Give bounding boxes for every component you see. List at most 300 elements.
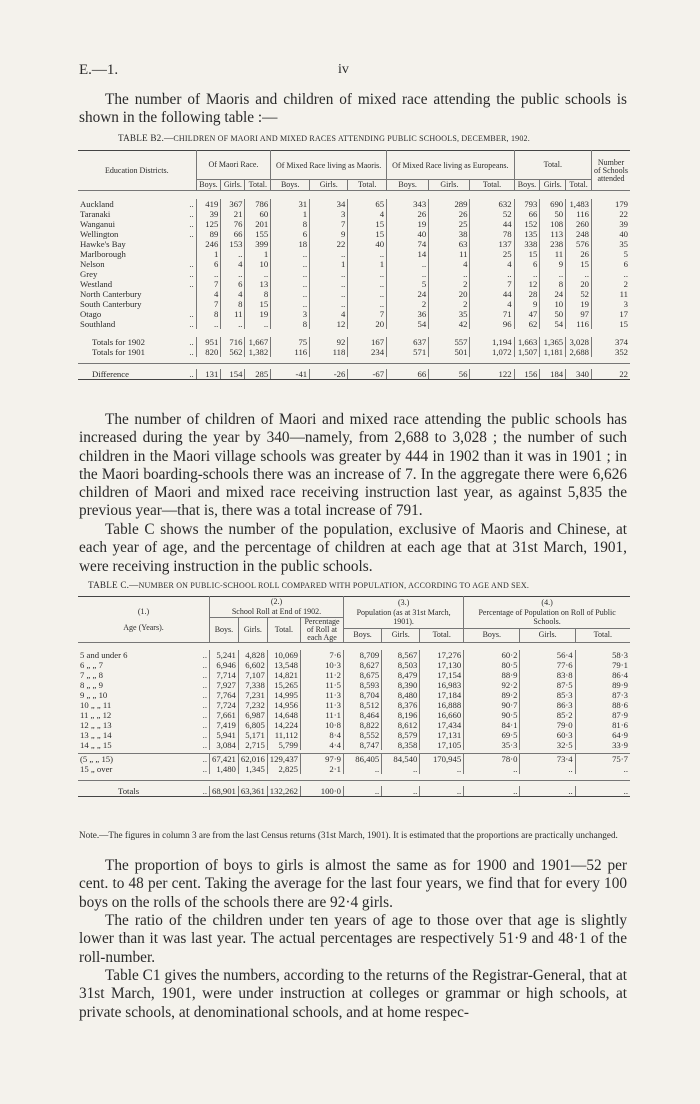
table-cell: 8,675 [344, 670, 382, 680]
table-row [78, 650, 630, 660]
table-row [78, 670, 630, 680]
table-cell: 116 [566, 319, 592, 329]
table-cell: 40 [387, 229, 429, 239]
table-cell: 6 [221, 279, 245, 289]
table-cell: 18 [271, 239, 310, 249]
row-label: 9 „ „ 10 [80, 690, 108, 700]
table-cell: 84,540 [382, 754, 420, 765]
table-cell: .. [420, 786, 464, 797]
table-cell: 22 [592, 209, 631, 219]
table-cell: 7,107 [238, 670, 267, 680]
table-cell: 8,464 [344, 710, 382, 720]
table-cell: 3,084 [210, 740, 239, 750]
col-head-district: Education Districts. [78, 151, 196, 191]
table-cell: 374 [592, 337, 631, 347]
table-cell: 60 [245, 209, 271, 219]
totals-row [78, 786, 630, 797]
table-row [78, 229, 630, 239]
table-cell: 4 [221, 259, 245, 269]
table-cell: .. [566, 269, 592, 279]
table-cell: 83·8 [520, 670, 575, 680]
col-subhead: Total. [245, 180, 271, 191]
table-cell: 9 [310, 229, 348, 239]
table-cell: 3,028 [566, 337, 592, 347]
row-label: Auckland [80, 199, 114, 209]
col-head-population-label: Population (as at 31st March, 1901). [356, 608, 451, 627]
col-subhead: Boys. [196, 180, 221, 191]
table-cell: 5,799 [267, 740, 300, 750]
table-cell: -41 [271, 369, 310, 380]
row-label: Taranaki [80, 209, 111, 219]
table-cell: 289 [429, 199, 470, 209]
table-cell: 179 [592, 199, 631, 209]
table-cell: 2 [429, 299, 470, 309]
table-cell: 78 [470, 229, 514, 239]
row-leader: .. [189, 347, 194, 357]
table-cell: 11,112 [267, 730, 300, 740]
col-head-pct-girls: Girls. [520, 628, 575, 642]
col-head-roll-girls: Girls. [238, 618, 267, 643]
table-cell: 17 [592, 309, 631, 319]
table-cell: .. [271, 269, 310, 279]
table-cell: 89·9 [575, 680, 630, 690]
table-cell: 4,828 [238, 650, 267, 660]
table-cell: 152 [514, 219, 540, 229]
table-cell: .. [271, 249, 310, 259]
table-cell: 15 [348, 219, 387, 229]
table-cell: 7 [470, 279, 514, 289]
table-cell: 7,661 [210, 710, 239, 720]
table-row [78, 710, 630, 720]
table-cell: 637 [387, 337, 429, 347]
table-cell: 3 [592, 299, 631, 309]
table-cell: .. [245, 319, 271, 329]
table-cell: 71 [470, 309, 514, 319]
table-cell: 8,358 [382, 740, 420, 750]
table-cell: -67 [348, 369, 387, 380]
table-cell: 15,265 [267, 680, 300, 690]
table-cell: 12 [310, 319, 348, 329]
row-label: Marlborough [80, 249, 126, 259]
table-cell: 8,593 [344, 680, 382, 690]
table-cell: .. [221, 269, 245, 279]
row-label: 6 „ „ 7 [80, 660, 103, 670]
row-label: 12 „ „ 13 [80, 720, 112, 730]
table-cell: 17,184 [420, 690, 464, 700]
table-cell: 170,945 [420, 754, 464, 765]
col-head-roll-percentage: Percentage of Roll at each Age [301, 618, 344, 643]
table-cell: 6,805 [238, 720, 267, 730]
table-cell: 50 [540, 309, 566, 319]
table-cell: 31 [271, 199, 310, 209]
table-cell: 14,821 [267, 670, 300, 680]
table-cell: 1 [271, 209, 310, 219]
table-cell: 8,612 [382, 720, 420, 730]
table-cell: 67,421 [210, 754, 239, 765]
table-cell: .. [271, 279, 310, 289]
paragraph-increase: The number of children of Maori and mixed race attending the public schools has increased during the year by 340—namely, from 2,688 to 3,028 ; the number of such children in the Maori village schools was greater by 444 in 1902 than it was in 1901 ; in the Maori boarding-schools there was an increase of 7. In the aggregate there were 6,626 children of Maori and mixed race receiving instruction last year, as against 5,835 the previous year—that is, there was a total increase of 791. [79, 411, 627, 520]
table-cell: .. [348, 279, 387, 289]
table-cell: .. [575, 764, 630, 774]
table-cell: 2·1 [301, 764, 344, 774]
row-leader: .. [189, 219, 194, 229]
table-cell: 1 [348, 259, 387, 269]
table-row [78, 700, 630, 710]
table-cell: 3 [310, 209, 348, 219]
table-cell: 8,567 [382, 650, 420, 660]
table-row [78, 740, 630, 750]
table-cell: 7,764 [210, 690, 239, 700]
table-cell: 26 [429, 209, 470, 219]
table-cell: 9 [540, 259, 566, 269]
table-cell: 2 [429, 279, 470, 289]
table-cell: 75 [271, 337, 310, 347]
totals-row [78, 337, 630, 347]
col-head-pct-boys: Boys. [464, 628, 520, 642]
paragraph-table-c1: Table C1 gives the numbers, according to the returns of the Registrar-General, that at 31st March, 1901, were under instruction at colleges or grammar or high schools, at private schools, at denominational schools, and at home respec- [79, 967, 627, 1021]
difference-row [78, 369, 630, 380]
table-cell: 15 [348, 229, 387, 239]
table-cell: .. [348, 299, 387, 309]
row-label: 10 „ „ 11 [80, 700, 112, 710]
row-label: 5 and under 6 [80, 650, 128, 660]
table-cell: 17,434 [420, 720, 464, 730]
table-cell: 60·3 [520, 730, 575, 740]
table-b2 [78, 150, 630, 380]
col-subhead: Total. [566, 180, 592, 191]
table-cell: 75·7 [575, 754, 630, 765]
table-c-caption-title: NUMBER ON PUBLIC-SCHOOL ROLL COMPARED WITH POPULATION, ACCORDING TO AGE AND SEX. [138, 581, 530, 590]
table-cell: 8,480 [382, 690, 420, 700]
table-cell: 17,276 [420, 650, 464, 660]
table-cell: 125 [196, 219, 221, 229]
table-cell: -26 [310, 369, 348, 380]
row-leader: .. [202, 754, 207, 764]
table-cell: 131 [196, 369, 221, 380]
table-cell: 17,105 [420, 740, 464, 750]
table-cell: 2,688 [566, 347, 592, 357]
table-cell: 2 [592, 279, 631, 289]
row-leader: .. [189, 209, 194, 219]
table-cell: 5,241 [210, 650, 239, 660]
row-leader: .. [189, 309, 194, 319]
col-head-mixed-euro: Of Mixed Race living as Europeans. [387, 151, 515, 180]
table-cell: 234 [348, 347, 387, 357]
row-leader: .. [202, 700, 207, 710]
col-subhead: Boys. [271, 180, 310, 191]
table-cell: 118 [310, 347, 348, 357]
sum-row [78, 764, 630, 774]
table-cell: .. [310, 269, 348, 279]
table-b2-caption [118, 133, 530, 143]
table-cell: 56·4 [520, 650, 575, 660]
table-cell: 8,479 [382, 670, 420, 680]
row-label: South Canterbury [80, 299, 142, 309]
row-leader: .. [183, 369, 196, 380]
table-cell: 60·2 [464, 650, 520, 660]
table-cell: 6 [196, 259, 221, 269]
row-leader: .. [202, 740, 207, 750]
col-subhead: Total. [470, 180, 514, 191]
table-cell: 85·2 [520, 710, 575, 720]
row-leader: .. [202, 670, 207, 680]
table-cell: 100·0 [301, 786, 344, 797]
col-head-pop-boys: Boys. [344, 628, 382, 642]
table-cell: 62 [514, 319, 540, 329]
table-c-caption-prefix: TABLE C.— [88, 580, 139, 590]
table-cell: 54 [540, 319, 566, 329]
table-cell: 10·3 [301, 660, 344, 670]
table-cell: 153 [221, 239, 245, 249]
table-cell: 343 [387, 199, 429, 209]
table-cell: 79·0 [520, 720, 575, 730]
table-cell: 4 [348, 209, 387, 219]
table-cell: 76 [221, 219, 245, 229]
table-row [78, 289, 630, 299]
table-cell: 90·7 [464, 700, 520, 710]
col-head-mixed-maori: Of Mixed Race living as Maoris. [271, 151, 387, 180]
table-cell: 32·5 [520, 740, 575, 750]
table-cell: 64·9 [575, 730, 630, 740]
table-cell: 52 [566, 289, 592, 299]
spacer-row [78, 329, 630, 337]
table-cell: 7,714 [210, 670, 239, 680]
table-cell: 557 [429, 337, 470, 347]
table-cell: 501 [429, 347, 470, 357]
table-cell: 7,232 [238, 700, 267, 710]
row-leader: .. [189, 279, 194, 289]
table-cell: 1 [245, 249, 271, 259]
table-cell: 338 [514, 239, 540, 249]
table-cell: 16,660 [420, 710, 464, 720]
table-cell: 793 [514, 199, 540, 209]
table-cell: 66 [387, 369, 429, 380]
spacer-row [78, 191, 630, 200]
table-cell: 632 [470, 199, 514, 209]
sum-row [78, 754, 630, 765]
table-cell: 52 [470, 209, 514, 219]
row-leader: .. [202, 660, 207, 670]
table-cell: 25 [470, 249, 514, 259]
row-label: 15 „ over [80, 764, 113, 774]
table-cell: 116 [271, 347, 310, 357]
table-cell: 86·4 [575, 670, 630, 680]
table-cell: 167 [348, 337, 387, 347]
table-cell: 1,480 [210, 764, 239, 774]
table-cell: 7·6 [301, 650, 344, 660]
table-cell: 90·5 [464, 710, 520, 720]
table-cell: 81·6 [575, 720, 630, 730]
table-cell: 96 [470, 319, 514, 329]
row-leader: .. [193, 786, 209, 797]
table-row [78, 299, 630, 309]
table-row [78, 319, 630, 329]
table-cell: 63,361 [238, 786, 267, 797]
row-label: (5 „ „ 15) [80, 754, 114, 764]
table-cell: 14,956 [267, 700, 300, 710]
table-cell: .. [464, 764, 520, 774]
table-cell: 11·3 [301, 690, 344, 700]
table-cell: 62,016 [238, 754, 267, 765]
row-label: Otago [80, 309, 102, 319]
table-cell: 1 [196, 249, 221, 259]
table-row [78, 199, 630, 209]
table-cell: 6,602 [238, 660, 267, 670]
col-head-roll-total: Total. [267, 618, 300, 643]
table-cell: 5 [592, 249, 631, 259]
table-cell: 35 [592, 239, 631, 249]
table-cell: 13 [245, 279, 271, 289]
table-cell: 84·1 [464, 720, 520, 730]
table-cell: 17,131 [420, 730, 464, 740]
table-cell: 8,627 [344, 660, 382, 670]
table-row [78, 680, 630, 690]
table-cell: 80·5 [464, 660, 520, 670]
table-cell: 8,747 [344, 740, 382, 750]
table-cell: 260 [566, 219, 592, 229]
table-cell: 22 [592, 369, 631, 380]
table-cell: .. [382, 786, 420, 797]
table-cell: 87·5 [520, 680, 575, 690]
col-head-pct-total: Total. [575, 628, 630, 642]
table-cell: 14,995 [267, 690, 300, 700]
table-cell: 122 [470, 369, 514, 380]
table-cell: 22 [310, 239, 348, 249]
table-cell: 399 [245, 239, 271, 249]
table-cell: 248 [566, 229, 592, 239]
table-cell: 820 [196, 347, 221, 357]
table-cell: .. [310, 279, 348, 289]
col-head-school-roll [210, 597, 344, 618]
table-cell: 246 [196, 239, 221, 249]
table-cell: 12 [514, 279, 540, 289]
table-cell: 2 [387, 299, 429, 309]
table-cell: 285 [245, 369, 271, 380]
table-cell: .. [344, 764, 382, 774]
table-cell: 1,365 [540, 337, 566, 347]
table-cell: .. [271, 299, 310, 309]
table-cell: 33·9 [575, 740, 630, 750]
table-cell: 786 [245, 199, 271, 209]
table-c-note: Note.—The figures in column 3 are from the last Census returns (31st March, 1901). It is estimated that the proportions are practically unchanged. [79, 830, 618, 840]
table-cell: 8 [271, 219, 310, 229]
col-subhead: Girls. [221, 180, 245, 191]
table-cell: 1,667 [245, 337, 271, 347]
table-row [78, 239, 630, 249]
row-leader: .. [202, 710, 207, 720]
row-label: Grey [80, 269, 98, 279]
table-cell: 69·5 [464, 730, 520, 740]
table-cell: 65 [348, 199, 387, 209]
table-cell: 10·8 [301, 720, 344, 730]
table-cell: 1,382 [245, 347, 271, 357]
table-cell: 4 [470, 259, 514, 269]
table-cell: 8 [271, 319, 310, 329]
table-cell: 17,130 [420, 660, 464, 670]
table-cell: 20 [429, 289, 470, 299]
table-cell: 156 [514, 369, 540, 380]
col-subhead: Girls. [310, 180, 348, 191]
col-head-age [78, 597, 210, 643]
col-head-school-roll-label: School Roll at End of 1902. [231, 607, 322, 616]
table-cell: 5 [387, 279, 429, 289]
col-subhead: Girls. [429, 180, 470, 191]
table-cell: 19 [387, 219, 429, 229]
table-cell: 562 [221, 347, 245, 357]
table-cell: 340 [566, 369, 592, 380]
row-leader: .. [189, 319, 194, 329]
col-head-total: Total. [514, 151, 591, 180]
table-cell: 16,888 [420, 700, 464, 710]
table-cell: .. [271, 259, 310, 269]
row-leader: .. [202, 680, 207, 690]
row-leader [183, 299, 196, 309]
table-cell: 6 [271, 229, 310, 239]
table-cell: 3 [271, 309, 310, 319]
paragraph-intro: The number of Maoris and children of mixed race attending the public schools is shown in the following table :— [79, 91, 627, 127]
row-label: Wellington [80, 229, 119, 239]
table-cell: 58·3 [575, 650, 630, 660]
table-cell: 28 [514, 289, 540, 299]
table-cell: 9 [514, 299, 540, 309]
table-cell: 10 [245, 259, 271, 269]
table-cell: 89·2 [464, 690, 520, 700]
table-cell: 8,704 [344, 690, 382, 700]
col-head-population-number: (3.) [397, 598, 410, 608]
table-cell: 39 [592, 219, 631, 229]
table-cell: 951 [196, 337, 221, 347]
table-row [78, 209, 630, 219]
table-cell: 73·4 [520, 754, 575, 765]
table-cell: 419 [196, 199, 221, 209]
table-cell: 7,419 [210, 720, 239, 730]
table-cell: 19 [566, 299, 592, 309]
table-cell: .. [310, 249, 348, 259]
table-cell: 1,663 [514, 337, 540, 347]
row-label: 8 „ „ 9 [80, 680, 103, 690]
table-cell: 1,194 [470, 337, 514, 347]
table-cell: 238 [540, 239, 566, 249]
table-cell: 4·4 [301, 740, 344, 750]
row-label: Totals [78, 786, 193, 797]
table-cell: 8,196 [382, 710, 420, 720]
table-cell: .. [310, 289, 348, 299]
row-leader: .. [189, 229, 194, 239]
table-cell: 135 [514, 229, 540, 239]
table-row [78, 219, 630, 229]
table-cell: 79·1 [575, 660, 630, 670]
table-cell: 11·5 [301, 680, 344, 690]
table-cell: 1,181 [540, 347, 566, 357]
table-cell: 8,512 [344, 700, 382, 710]
table-cell: 8,390 [382, 680, 420, 690]
table-cell: 87·3 [575, 690, 630, 700]
col-subhead: Boys. [387, 180, 429, 191]
col-head-pop-total: Total. [420, 628, 464, 642]
col-head-age-label: Age (Years). [123, 622, 164, 632]
col-head-maori: Of Maori Race. [196, 151, 271, 180]
table-cell: 8·4 [301, 730, 344, 740]
table-cell: 7 [310, 219, 348, 229]
row-leader: .. [202, 720, 207, 730]
table-cell: 85·3 [520, 690, 575, 700]
table-cell: 154 [221, 369, 245, 380]
table-cell: 24 [540, 289, 566, 299]
row-leader: .. [189, 259, 194, 269]
table-cell: 26 [566, 249, 592, 259]
row-label: 7 „ „ 8 [80, 670, 103, 680]
table-cell: 7 [196, 279, 221, 289]
